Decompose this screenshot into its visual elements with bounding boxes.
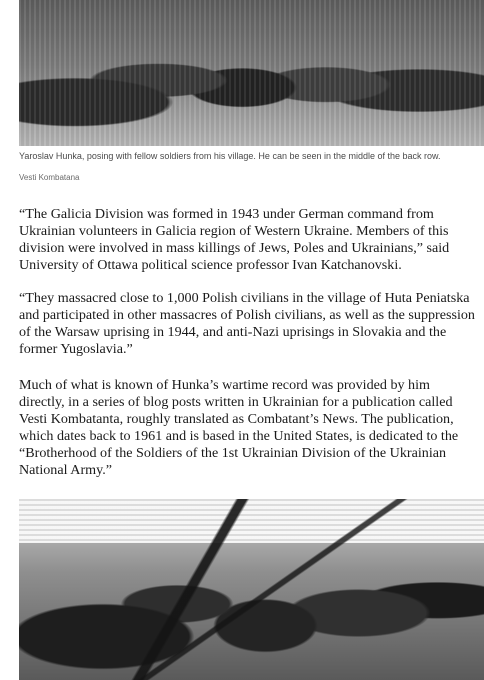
photo-credit: Vesti Kombatana xyxy=(19,173,80,182)
article-paragraph: “They massacred close to 1,000 Polish civilians in the village of Huta Peniatska and participated in other massacres of Polish civilians, as well as the suppression of the Warsaw uprising in 1944, and anti-Nazi uprisings in Slovakia and the former Yugoslavia.” xyxy=(19,290,475,357)
article-paragraph: “The Galicia Division was formed in 1943 under German command from Ukrainian volunteers in Galicia region of Western Ukraine. Members of this division were involved in mass killings of Jews, Poles and Ukrainians,” said University of Ottawa political science professor Ivan Katchanovski. xyxy=(19,206,450,273)
article-paragraph: Much of what is known of Hunka’s wartime record was provided by him directly, in a series of blog posts written in Ukrainian for a publication called Vesti Kombatanta, roughly translated as Combatant’s News. The publication, which dates back to 1961 and is based in the United States, is dedicated to the “Brotherhood of the Soldiers of the 1st Ukrainian Division of the Ukrainian National Army.” xyxy=(19,377,459,478)
soldiers-photo xyxy=(19,0,484,146)
artillery-photo xyxy=(19,499,484,680)
photo-caption: Yaroslav Hunka, posing with fellow soldiers from his village. He can be seen in the middle of the back row. xyxy=(19,151,441,161)
